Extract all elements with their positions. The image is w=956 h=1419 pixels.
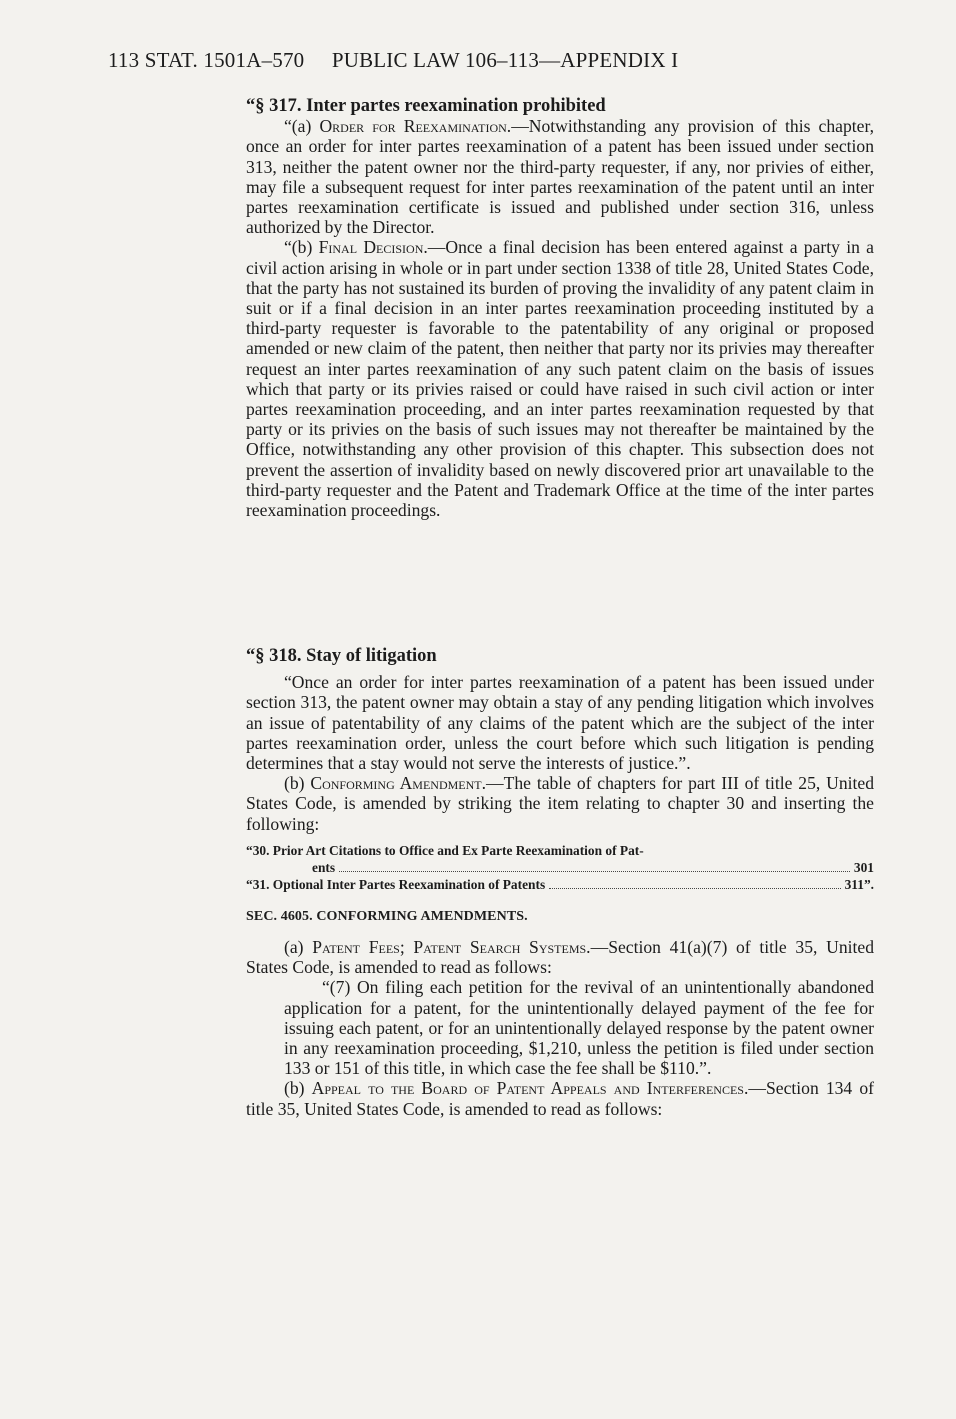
subsection-b-label: (b)	[284, 1078, 312, 1099]
dot-leader	[339, 871, 850, 872]
toc-row-31-text: “31. Optional Inter Partes Reexamination of Patents	[246, 876, 546, 892]
subsection-b-text: —Section 134 of title 35, United States Code, is amended to read as follows:	[246, 1078, 874, 1119]
toc-row-30-line1: “30. Prior Art Citations to Office and Ex Parte Reexamination of Pat-	[246, 842, 644, 858]
page-header	[108, 48, 848, 73]
section-318-title: “§ 318. Stay of litigation	[246, 646, 437, 666]
section-318	[246, 646, 874, 1119]
conforming-amendment	[246, 773, 874, 834]
conforming-caption: Conforming Amendment.	[310, 773, 487, 794]
subsection-b-text: —Once a final decision has been entered against a party in a civil action arising in whole or in part under section 1338 of title 28, United States Code, that the party has not sustained its burden of proving the invalidity of any patent claim in suit or if a final decision in an inter partes reexamination proceeding instituted by a third-party requester is favorable to the patentability of any original or proposed amended or new claim of the patent, then neither that party nor its privies may thereafter request an inter partes reexamination of any such patent claim on the basis of issues which that party or its privies raised or could have raised in such civil action or inter partes reexamination proceeding, and an inter partes reexamination requested by that party or its privies on the basis of such issues may not thereafter be maintained by the Office, notwithstanding any other provision of this chapter. This subsection does not prevent the assertion of invalidity based on newly discovered prior art unavailable to the third-party requester and the Patent and Trademark Office at the time of the inter partes reexamination proceedings.	[246, 237, 874, 521]
quoted-paragraph-7: “(7) On filing each petition for the revival of an unintentionally abandoned application for a patent, for the unintentionally delayed payment of the fee for issuing each patent, or for an unintentionally delayed response by the patent owner in any reexamination proceeding, $1,210, unless the petition is filed under section 133 or 151 of this title, in which case the fee shall be $110.”.	[284, 977, 874, 1079]
section-318-text: “Once an order for inter partes reexamination of a patent has been issued under section 313, the patent owner may obtain a stay of any pending litigation which involves an issue of patentability of any claims of the patent which are the subject of the inter partes reexamination order, unless the court before which such litigation is pending determines that a stay would not serve the interests of justice.”.	[246, 672, 874, 774]
subsection-317-a	[246, 116, 874, 237]
dot-leader	[549, 888, 840, 889]
chapter-table	[246, 842, 874, 893]
subsection-a-label: (a)	[284, 937, 313, 958]
subsection-a-caption: Patent Fees; Patent Search Systems.	[312, 937, 591, 958]
subsection-b-caption: Appeal to the Board of Patent Appeals and Interferences.	[311, 1078, 749, 1099]
subsection-4605-b	[246, 1078, 874, 1118]
toc-row-31	[246, 876, 874, 893]
toc-row-31-number: 311”.	[844, 876, 874, 892]
law-title: PUBLIC LAW 106–113—APPENDIX I	[331, 48, 679, 72]
subsection-a-text: —Notwithstanding any provision of this chapter, once an order for inter partes reexamination of a patent has been issued under section 313, neither the patent owner nor the third-party requester, if any, nor privies of either, may file a subsequent request for inter partes reexamination of the patent until an inter partes reexamination certificate is issued and published under section 316, unless authorized by the Director.	[246, 116, 875, 238]
conforming-text: —The table of chapters for part III of title 25, United States Code, is amended by striking the item relating to chapter 30 and inserting the following:	[246, 773, 874, 834]
subsection-b-caption: Final Decision.	[318, 237, 428, 258]
toc-row-30-line2: ents	[312, 859, 336, 875]
conforming-label: (b)	[284, 773, 311, 794]
section-317-title: “§ 317. Inter partes reexamination prohibited	[246, 96, 606, 116]
statute-citation: 113 STAT. 1501A–570	[108, 48, 305, 72]
subsection-b-label: “(b)	[284, 237, 319, 258]
toc-row-30-number: 301	[853, 859, 874, 875]
subsection-a-caption: Order for Reexamination.	[319, 116, 512, 137]
subsection-317-b	[246, 237, 874, 520]
section-4605-heading: SEC. 4605. CONFORMING AMENDMENTS.	[246, 908, 528, 924]
subsection-a-text: —Section 41(a)(7) of title 35, United States Code, is amended to read as follows:	[246, 937, 874, 978]
section-317	[246, 96, 874, 520]
toc-row-30	[246, 859, 874, 876]
subsection-4605-a	[246, 937, 874, 977]
subsection-a-label: “(a)	[284, 116, 320, 137]
